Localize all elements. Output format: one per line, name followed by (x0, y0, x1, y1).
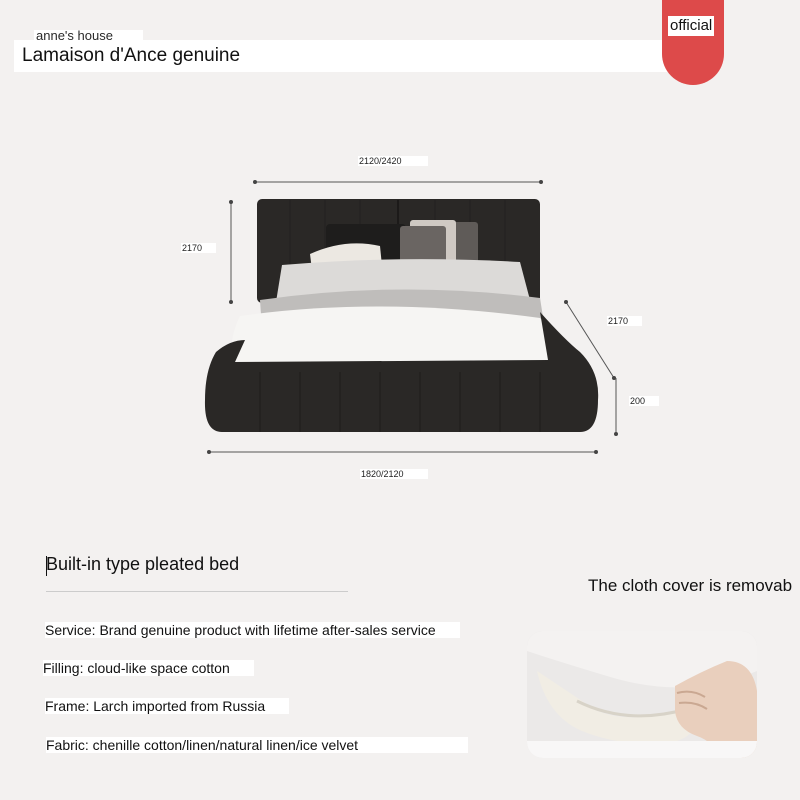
dim-end-dot (564, 300, 568, 304)
dim-right-length: 2170 (607, 316, 642, 326)
dim-end-dot (229, 200, 233, 204)
dim-left-height: 2170 (181, 243, 216, 253)
dim-end-dot (539, 180, 543, 184)
spec-fabric: Fabric: chenille cotton/linen/natural linen/ice velvet (46, 737, 468, 753)
bed-duvet (231, 259, 568, 374)
dim-bottom-width: 1820/2120 (360, 469, 428, 479)
cover-detail-illustration (527, 631, 757, 758)
spec-filling: Filling: cloud-like space cotton (43, 660, 254, 676)
official-badge-label: official (670, 17, 713, 34)
dim-top-width: 2120/2420 (358, 156, 428, 166)
title-divider (46, 591, 348, 592)
removable-cover-note: The cloth cover is removab (588, 576, 793, 595)
dim-end-dot (614, 432, 618, 436)
dim-right-height: 200 (629, 396, 659, 406)
dim-end-dot (594, 450, 598, 454)
dim-end-dot (612, 376, 616, 380)
product-title: Built-in type pleated bed (46, 554, 240, 574)
brand-title: Lamaison d'Ance genuine (22, 45, 241, 66)
spec-service: Service: Brand genuine product with lifetime after-sales service (45, 622, 460, 638)
dim-end-dot (253, 180, 257, 184)
dim-end-dot (207, 450, 211, 454)
cover-detail-photo (527, 631, 757, 758)
house-label: anne's house (34, 30, 143, 40)
dim-end-dot (229, 300, 233, 304)
spec-frame: Frame: Larch imported from Russia (45, 698, 289, 714)
